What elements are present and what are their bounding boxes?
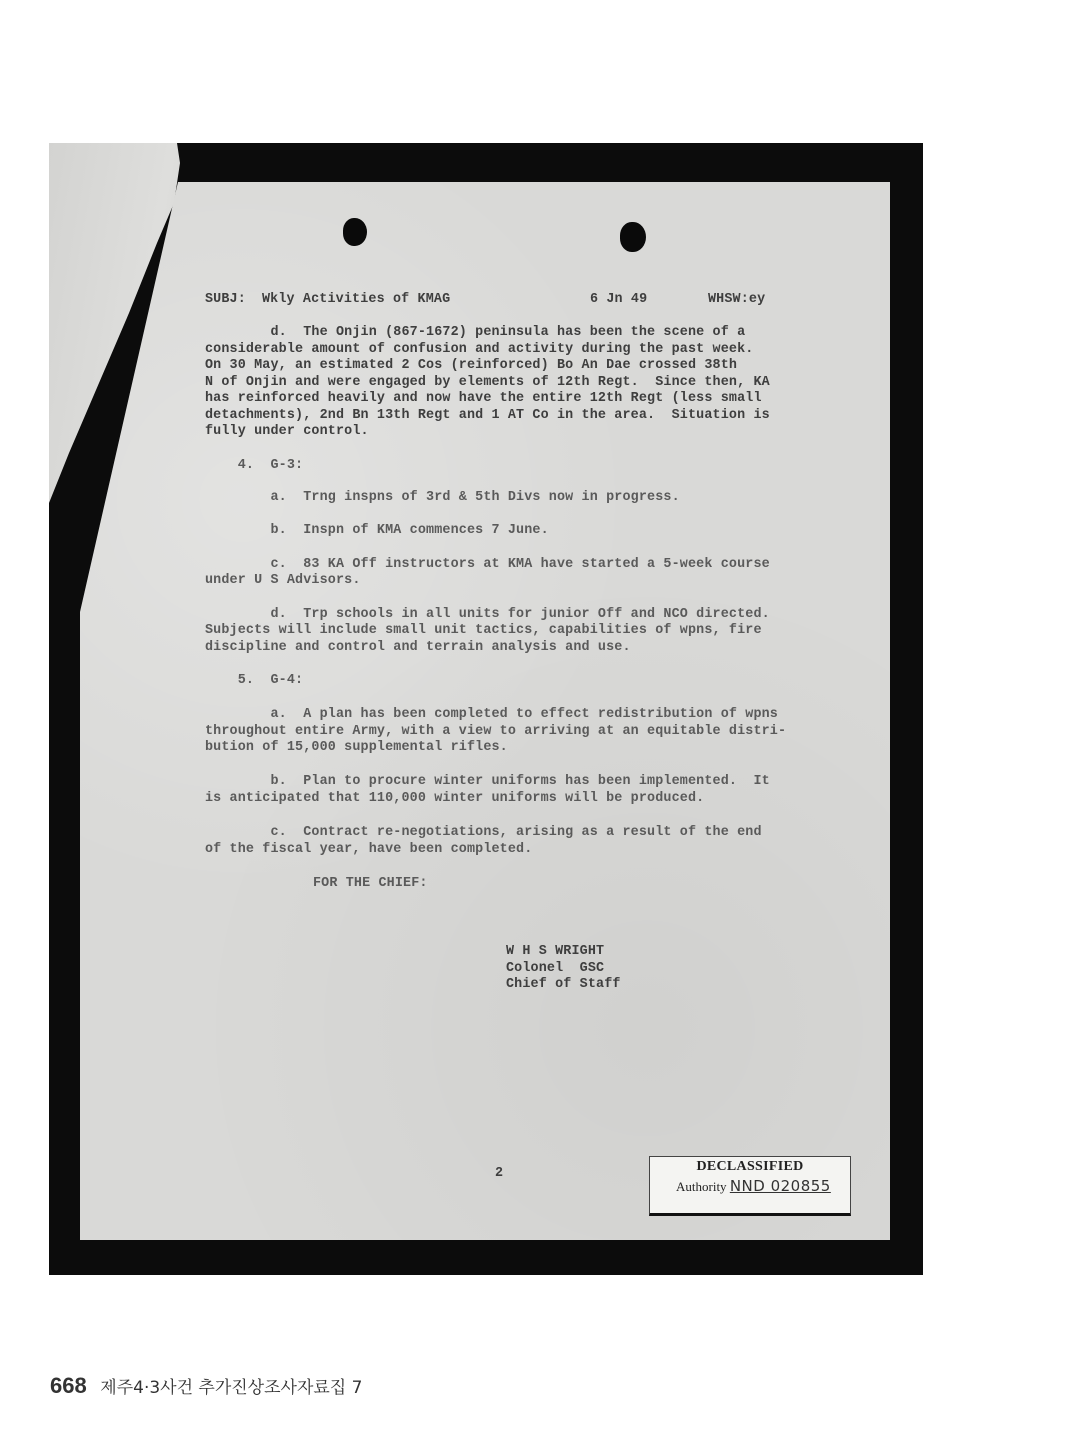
text-line: N of Onjin and were engaged by elements of 12th Regt. Since then, KA [205, 375, 770, 390]
document-date: 6 Jn 49 [590, 292, 648, 307]
text-line: On 30 May, an estimated 2 Cos (reinforced) Bo An Dae crossed 38th [205, 358, 738, 373]
text-line: d. Trp schools in all units for junior Off and NCO directed. [205, 607, 770, 622]
signer-title: Chief of Staff [506, 977, 621, 992]
text-line: throughout entire Army, with a view to arriving at an equitable distri- [205, 724, 787, 739]
text-line: c. 83 KA Off instructors at KMA have started a 5-week course [205, 557, 770, 572]
text-line: Subjects will include small unit tactics, capabilities of wpns, fire [205, 623, 762, 638]
text-line: is anticipated that 110,000 winter uniforms will be produced. [205, 791, 705, 806]
subject-label: SUBJ: [205, 292, 246, 307]
authority-label: Authority [676, 1179, 727, 1194]
closing-line: FOR THE CHIEF: [313, 876, 428, 891]
text-line: a. Trng inspns of 3rd & 5th Divs now in progress. [205, 490, 680, 505]
text-line: of the fiscal year, have been completed. [205, 842, 533, 857]
book-title: 제주4·3사건 추가진상조사자료집 7 [100, 1378, 363, 1398]
text-line: b. Inspn of KMA commences 7 June. [205, 523, 549, 538]
text-line: under U S Advisors. [205, 573, 361, 588]
text-line: has reinforced heavily and now have the entire 12th Regt (less small [205, 391, 762, 406]
text-line: considerable amount of confusion and activity during the past week. [205, 342, 754, 357]
text-line: bution of 15,000 supplemental rifles. [205, 740, 508, 755]
book-page-number: 668 [50, 1373, 87, 1398]
page-number: 2 [495, 1166, 504, 1181]
text-line: a. A plan has been completed to effect redistribution of wpns [205, 707, 778, 722]
text-line: fully under control. [205, 424, 369, 439]
subject-text: Wkly Activities of KMAG [262, 292, 451, 307]
text-line: detachments), 2nd Bn 13th Regt and 1 AT Co in the area. Situation is [205, 408, 770, 423]
text-line: b. Plan to procure winter uniforms has been implemented. It [205, 774, 770, 789]
declassified-stamp [649, 1156, 851, 1216]
section-heading: 4. G-3: [205, 458, 304, 473]
authority-number: NND 020855 [729, 1177, 831, 1195]
signer-name: W H S WRIGHT [506, 944, 605, 959]
stamp-authority [676, 1177, 831, 1195]
text-line: d. The Onjin (867-1672) peninsula has been the scene of a [205, 325, 746, 340]
signer-rank: Colonel GSC [506, 961, 605, 976]
text-line: c. Contract re-negotiations, arising as a result of the end [205, 825, 762, 840]
book-footer [50, 1373, 362, 1399]
text-line: discipline and control and terrain analysis and use. [205, 640, 631, 655]
punch-hole-right [620, 222, 646, 252]
stamp-title: DECLASSIFIED [696, 1159, 804, 1174]
section-heading: 5. G-4: [205, 673, 304, 688]
reference-initials: WHSW:ey [708, 292, 766, 307]
punch-hole-left [343, 218, 367, 246]
